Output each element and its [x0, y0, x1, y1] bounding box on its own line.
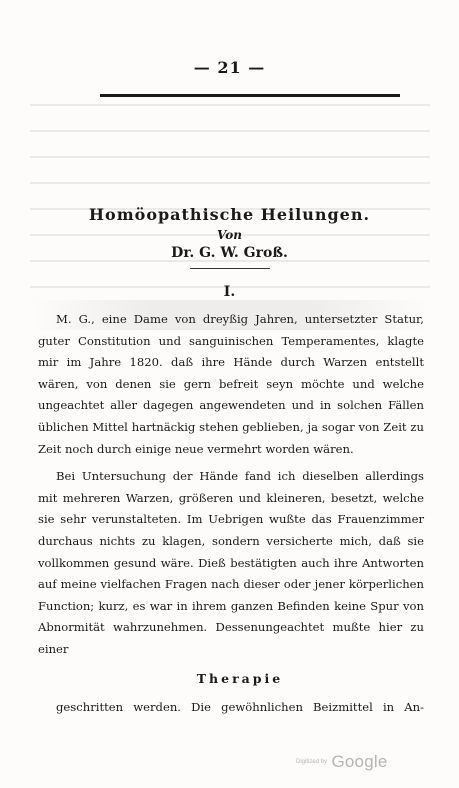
- therapie-heading: Therapie: [196, 670, 284, 686]
- author-rule: [190, 268, 270, 269]
- paragraph-1: M. G., eine Dame von dreyßig Jahren, untersetzter Statur, guter Constitution und sanguinischen Temperamentes, klagte mir im Jahre 1820. daß ihre Hände durch Warzen entstellt wären, von denen sie gern befreit seyn möchte und welche ungeachtet aller dagegen angewendeten und in solchen Fällen üblichen Mittel hartnäckig stehen geblieben, ja sogar von Zeit zu Zeit noch durch einige neue vermehrt worden wären.: [38, 312, 424, 456]
- google-logo: Google: [331, 752, 388, 771]
- page-number: — 21 —: [193, 58, 266, 77]
- bleed-through-text: [30, 104, 430, 299]
- author-name: Dr. G. W. Groß.: [171, 245, 288, 261]
- chapter-title: Homöopathische Heilungen.: [88, 205, 371, 224]
- paragraph-2: Bei Untersuchung der Hände fand ich dieselben allerdings mit mehreren Warzen, größeren und kleineren, besetzt, welche sie sehr verunstalteten. Im Uebrigen wußte das Frauenzimmer durchaus nichts zu klagen, sondern versicherte mich, daß sie vollkommen gesund wäre. Dieß bestätigten auch ihre Antworten auf meine vielfachen Fragen nach dieser oder jener körperlichen Function; kurz, es war in ihrem ganzen Befinden keine Spur von Abnormität wahrzunehmen. Dessenungeachtet mußte hier zu einer: [38, 469, 424, 656]
- byline: Von: [217, 228, 242, 242]
- watermark-prefix: Digitized by: [296, 759, 328, 765]
- google-watermark: [296, 752, 388, 772]
- header-rule: [100, 94, 400, 97]
- body-text: [38, 309, 424, 718]
- paragraph-3: geschritten werden. Die gewöhnlichen Beizmittel in An-: [56, 699, 424, 714]
- section-number: I.: [223, 284, 236, 300]
